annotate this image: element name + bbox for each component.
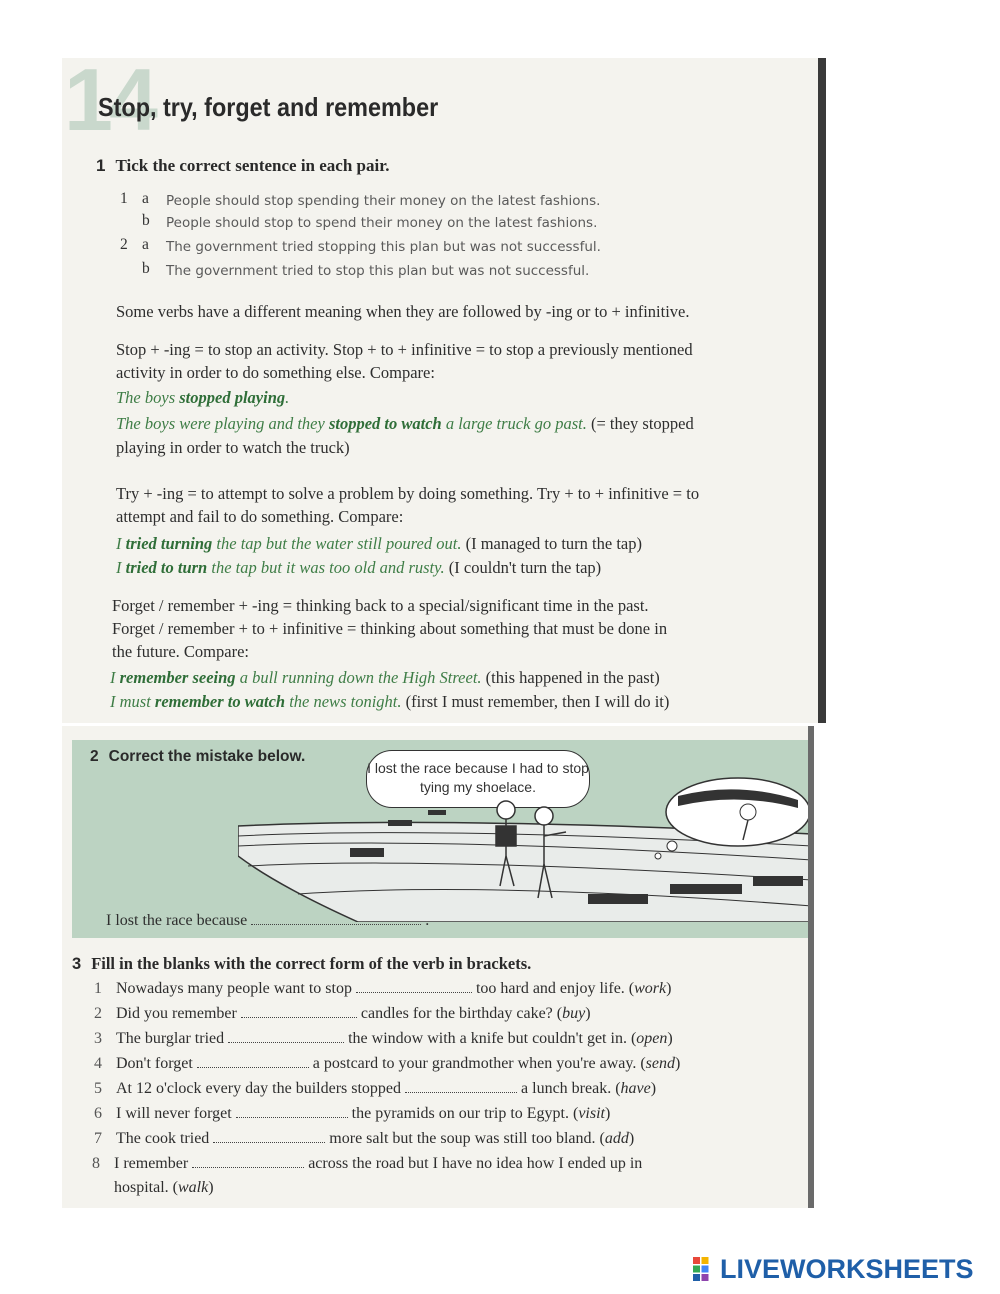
answer-blank[interactable] [251, 920, 421, 925]
stop-rule-line-2: activity in order to do something else. Compare: [116, 363, 435, 382]
forget-remember-rule-2: Forget / remember + to + infinitive = thinking about something that must be done in [112, 619, 668, 638]
section-1-title: Tick the correct sentence in each pair. [115, 156, 390, 175]
tick-sentence-1b[interactable]: People should stop to spend their money on the latest fashions. [166, 215, 598, 231]
liveworksheets-logo-icon [692, 1256, 718, 1282]
unit-title: Stop, try, forget and remember [98, 92, 439, 122]
section-3-heading [72, 954, 531, 974]
speech-bubble: I lost the race because I had to stop tying my shoelace. [366, 750, 590, 808]
exercise-2-box [72, 740, 812, 938]
stop-example-2-cont: playing in order to watch the truck) [116, 438, 350, 457]
answer-blank[interactable] [228, 1038, 344, 1043]
try-rule-line-1: Try + -ing = to attempt to solve a problem by doing something. Try + to + infinitive = to [116, 484, 700, 503]
page-edge-shadow [808, 726, 814, 1208]
answer-blank[interactable] [236, 1113, 348, 1118]
page-edge-shadow [818, 58, 826, 723]
section-2-heading [90, 748, 305, 766]
section-1-heading [96, 156, 389, 176]
fill-item-4: 4 Don't forget a postcard to your grandmother when you're away. (send) [94, 1055, 681, 1072]
section-1-number: 1 [96, 156, 106, 175]
item-letter[interactable]: a [142, 190, 149, 207]
tick-sentence-2b[interactable]: The government tried to stop this plan but was not successful. [166, 263, 590, 279]
race-illustration [238, 776, 812, 922]
fill-item-8-cont: hospital. (walk) [114, 1179, 214, 1196]
fill-item-7: 7 The cook tried more salt but the soup was still too bland. (add) [94, 1130, 635, 1147]
forget-remember-rule-1: Forget / remember + -ing = thinking back to a special/significant time in the past. [112, 596, 649, 615]
answer-blank[interactable] [197, 1063, 309, 1068]
tick-sentence-2a[interactable]: The government tried stopping this plan but was not successful. [166, 239, 601, 255]
liveworksheets-brand [692, 1252, 974, 1286]
item-letter[interactable]: a [142, 236, 149, 253]
try-example-2: I tried to turn the tap but it was too old and rusty. (I couldn't turn the tap) [116, 558, 602, 577]
textbook-page-top [62, 58, 824, 723]
try-example-1: I tried turning the tap but the water still poured out. (I managed to turn the tap) [116, 534, 642, 553]
stop-rule-line-1: Stop + -ing = to stop an activity. Stop + to + infinitive = to stop a previously mentioned [116, 340, 693, 359]
item-number: 1 [120, 190, 128, 207]
item-letter[interactable]: b [142, 260, 150, 277]
answer-blank[interactable] [405, 1088, 517, 1093]
section-2-number: 2 [90, 748, 99, 765]
tick-sentence-1a[interactable]: People should stop spending their money on the latest fashions. [166, 193, 601, 209]
fill-item-3: 3 The burglar tried the window with a knife but couldn't get in. (open) [94, 1030, 673, 1047]
explanation-intro: Some verbs have a different meaning when they are followed by -ing or to + infinitive. [116, 302, 690, 321]
textbook-page-bottom [62, 726, 814, 1208]
remember-example-1: I remember seeing a bull running down the High Street. (this happened in the past) [110, 668, 660, 687]
fill-item-5: 5 At 12 o'clock every day the builders stopped a lunch break. (have) [94, 1080, 657, 1097]
section-3-number: 3 [72, 955, 82, 973]
answer-blank[interactable] [213, 1138, 325, 1143]
brand-text: LIVEWORKSHEETS [720, 1253, 974, 1284]
forget-remember-rule-3: the future. Compare: [112, 642, 249, 661]
section-2-answer-line: I lost the race because . [106, 912, 430, 929]
fill-item-1: 1 Nowadays many people want to stop too hard and enjoy life. (work) [94, 980, 672, 997]
stop-example-2: The boys were playing and they stopped to watch a large truck go past. (= they stopped [116, 414, 694, 433]
fill-item-6: 6 I will never forget the pyramids on our trip to Egypt. (visit) [94, 1105, 611, 1122]
item-letter[interactable]: b [142, 212, 150, 229]
try-rule-line-2: attempt and fail to do something. Compare: [116, 507, 404, 526]
fill-item-8: 8 I remember across the road but I have no idea how I ended up in [92, 1155, 643, 1172]
answer-blank[interactable] [241, 1013, 357, 1018]
item-number: 2 [120, 236, 128, 253]
remember-example-2: I must remember to watch the news tonight. (first I must remember, then I will do it) [110, 692, 670, 711]
fill-item-2: 2 Did you remember candles for the birthday cake? (buy) [94, 1005, 591, 1022]
section-3-title: Fill in the blanks with the correct form of the verb in brackets. [91, 954, 532, 973]
answer-blank[interactable] [356, 988, 472, 993]
section-2-title: Correct the mistake below. [108, 748, 306, 765]
unit-number: 14 [64, 58, 154, 149]
answer-blank[interactable] [192, 1163, 304, 1168]
stop-example-1: The boys stopped playing. [116, 388, 290, 407]
